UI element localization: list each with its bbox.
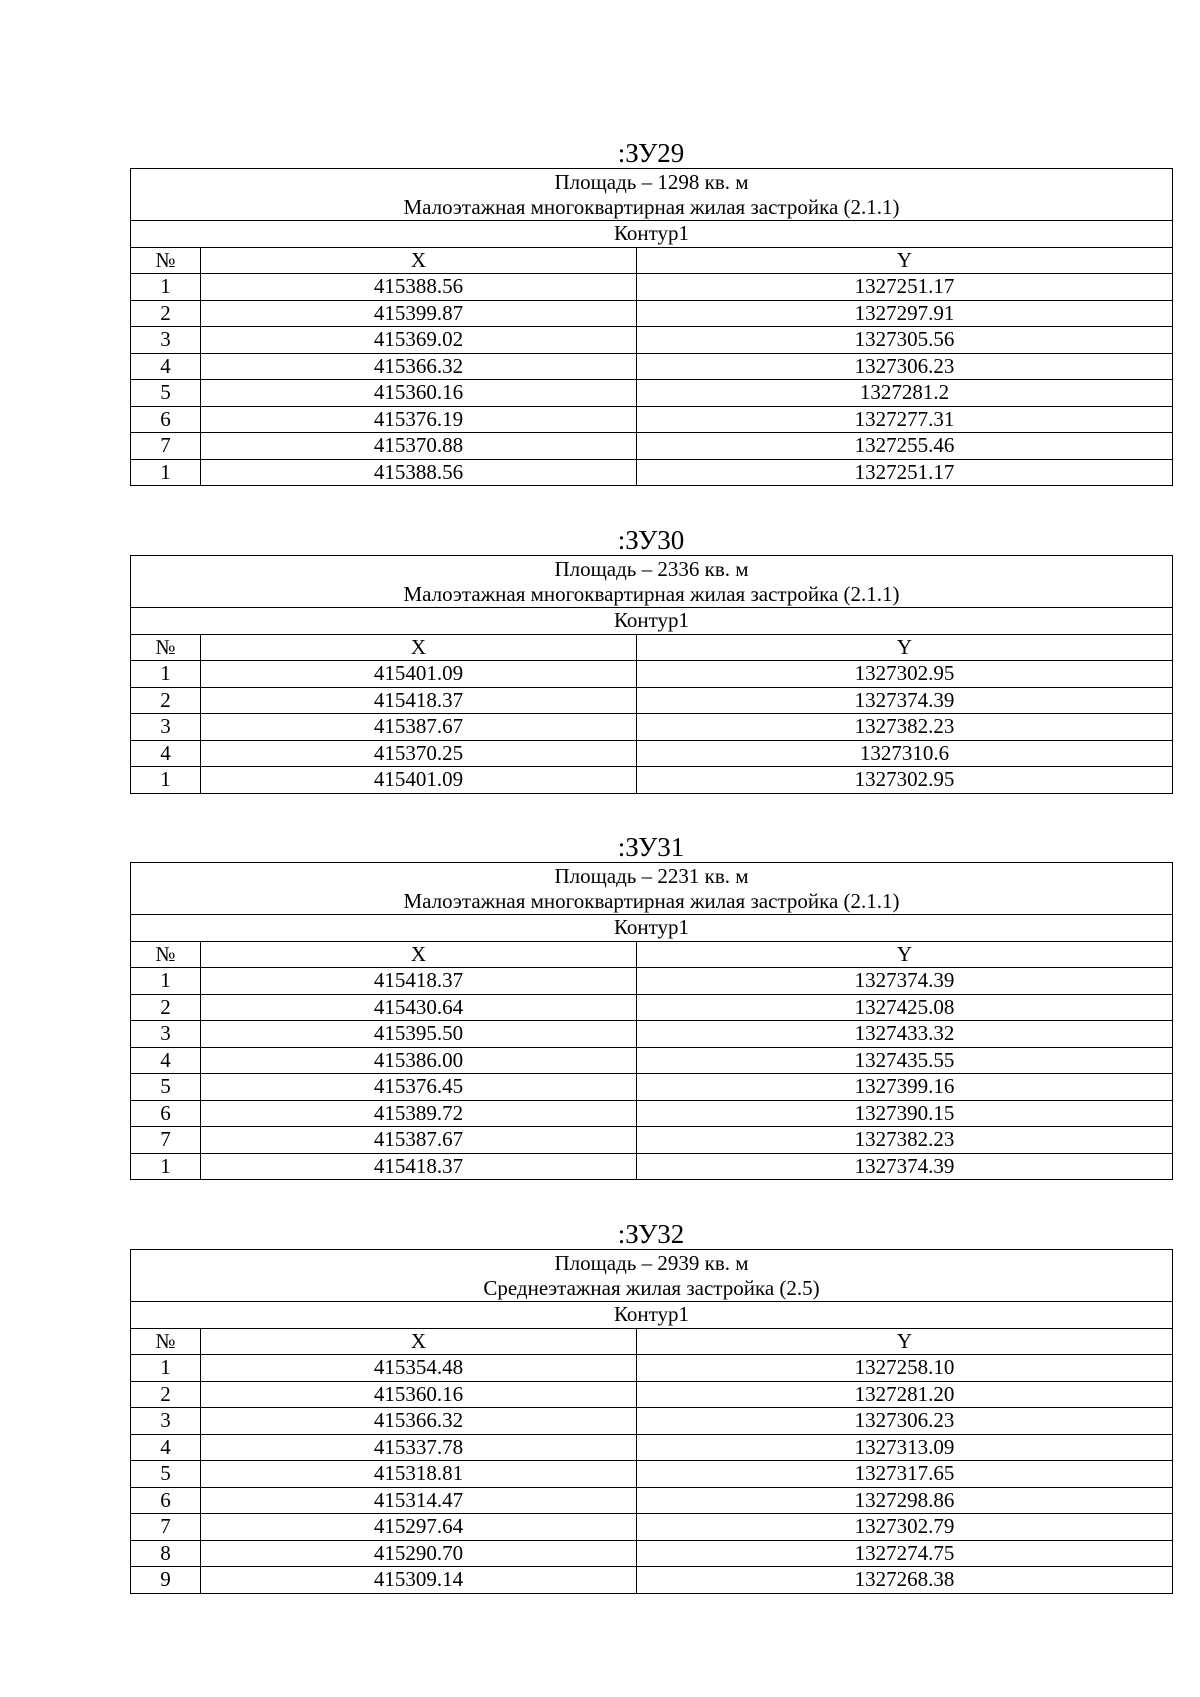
parcel-title: :ЗУ31 — [617, 832, 685, 862]
y-coordinate-cell: 1327433.32 — [637, 1021, 1173, 1048]
point-number-cell: 3 — [131, 327, 201, 354]
x-coordinate-cell: 415360.16 — [201, 380, 637, 407]
table-row — [131, 1540, 1173, 1567]
y-coordinate-cell: 1327306.23 — [637, 353, 1173, 380]
parcel-title: :ЗУ29 — [617, 138, 685, 168]
area-use-cell — [131, 169, 1173, 221]
point-number-cell: 1 — [131, 459, 201, 486]
y-coordinate-cell: 1327435.55 — [637, 1047, 1173, 1074]
x-coordinate-cell: 415387.67 — [201, 714, 637, 741]
column-header-y: Y — [637, 634, 1173, 661]
table-row — [131, 1461, 1173, 1488]
column-header-number: № — [131, 634, 201, 661]
table-row — [131, 433, 1173, 460]
x-coordinate-cell: 415366.32 — [201, 353, 637, 380]
parcel-title: :ЗУ32 — [617, 1219, 685, 1249]
y-coordinate-cell: 1327274.75 — [637, 1540, 1173, 1567]
point-number-cell: 1 — [131, 274, 201, 301]
table-row — [131, 1153, 1173, 1180]
table-header-row — [131, 169, 1173, 221]
point-number-cell: 1 — [131, 968, 201, 995]
x-coordinate-cell: 415389.72 — [201, 1100, 637, 1127]
x-coordinate-cell: 415418.37 — [201, 1153, 637, 1180]
contour-label: Контур1 — [131, 221, 1173, 248]
parcel-title: :ЗУ30 — [617, 525, 685, 555]
coordinates-table — [130, 862, 1173, 1180]
column-header-x: X — [201, 247, 637, 274]
point-number-cell: 7 — [131, 433, 201, 460]
table-row — [131, 661, 1173, 688]
x-coordinate-cell: 415430.64 — [201, 994, 637, 1021]
area-use-cell — [131, 1250, 1173, 1302]
point-number-cell: 1 — [131, 1153, 201, 1180]
x-coordinate-cell: 415369.02 — [201, 327, 637, 354]
contour-row — [131, 221, 1173, 248]
x-coordinate-cell: 415318.81 — [201, 1461, 637, 1488]
table-header-row — [131, 1250, 1173, 1302]
x-coordinate-cell: 415388.56 — [201, 459, 637, 486]
table-header-row — [131, 556, 1173, 608]
table-row — [131, 1355, 1173, 1382]
y-coordinate-cell: 1327374.39 — [637, 1153, 1173, 1180]
x-coordinate-cell: 415386.00 — [201, 1047, 637, 1074]
table-row — [131, 687, 1173, 714]
y-coordinate-cell: 1327313.09 — [637, 1434, 1173, 1461]
point-number-cell: 4 — [131, 740, 201, 767]
table-row — [131, 1021, 1173, 1048]
table-row — [131, 353, 1173, 380]
y-coordinate-cell: 1327302.95 — [637, 767, 1173, 794]
area-use-cell — [131, 863, 1173, 915]
land-use-text: Среднеэтажная жилая застройка (2.5) — [483, 1275, 820, 1300]
y-coordinate-cell: 1327390.15 — [637, 1100, 1173, 1127]
land-use-text: Малоэтажная многоквартирная жилая застройка (2.1.1) — [403, 581, 900, 606]
x-coordinate-cell: 415290.70 — [201, 1540, 637, 1567]
point-number-cell: 5 — [131, 1074, 201, 1101]
point-number-cell: 3 — [131, 1408, 201, 1435]
y-coordinate-cell: 1327382.23 — [637, 714, 1173, 741]
column-header-number: № — [131, 941, 201, 968]
column-header-x: X — [201, 634, 637, 661]
coordinates-table — [130, 1249, 1173, 1594]
contour-row — [131, 608, 1173, 635]
point-number-cell: 1 — [131, 661, 201, 688]
x-coordinate-cell: 415370.88 — [201, 433, 637, 460]
contour-row — [131, 1302, 1173, 1329]
x-coordinate-cell: 415354.48 — [201, 1355, 637, 1382]
table-row — [131, 1074, 1173, 1101]
land-use-text: Малоэтажная многоквартирная жилая застройка (2.1.1) — [403, 194, 900, 219]
point-number-cell: 6 — [131, 406, 201, 433]
contour-label: Контур1 — [131, 1302, 1173, 1329]
x-coordinate-cell: 415388.56 — [201, 274, 637, 301]
table-row — [131, 740, 1173, 767]
point-number-cell: 4 — [131, 353, 201, 380]
point-number-cell: 2 — [131, 300, 201, 327]
y-coordinate-cell: 1327258.10 — [637, 1355, 1173, 1382]
point-number-cell: 1 — [131, 767, 201, 794]
y-coordinate-cell: 1327425.08 — [637, 994, 1173, 1021]
column-header-row — [131, 634, 1173, 661]
point-number-cell: 4 — [131, 1434, 201, 1461]
table-row — [131, 274, 1173, 301]
coordinates-table — [130, 555, 1173, 794]
x-coordinate-cell: 415401.09 — [201, 661, 637, 688]
contour-label: Контур1 — [131, 608, 1173, 635]
point-number-cell: 7 — [131, 1514, 201, 1541]
contour-row — [131, 915, 1173, 942]
column-header-y: Y — [637, 941, 1173, 968]
y-coordinate-cell: 1327251.17 — [637, 274, 1173, 301]
x-coordinate-cell: 415387.67 — [201, 1127, 637, 1154]
table-header-row — [131, 863, 1173, 915]
table-row — [131, 714, 1173, 741]
point-number-cell: 5 — [131, 380, 201, 407]
area-use-cell — [131, 556, 1173, 608]
table-row — [131, 1514, 1173, 1541]
column-header-row — [131, 247, 1173, 274]
coordinates-table — [130, 168, 1173, 486]
point-number-cell: 6 — [131, 1487, 201, 1514]
contour-label: Контур1 — [131, 915, 1173, 942]
point-number-cell: 8 — [131, 1540, 201, 1567]
point-number-cell: 2 — [131, 1381, 201, 1408]
x-coordinate-cell: 415366.32 — [201, 1408, 637, 1435]
point-number-cell: 1 — [131, 1355, 201, 1382]
table-row — [131, 767, 1173, 794]
x-coordinate-cell: 415399.87 — [201, 300, 637, 327]
column-header-number: № — [131, 247, 201, 274]
y-coordinate-cell: 1327305.56 — [637, 327, 1173, 354]
table-row — [131, 1567, 1173, 1594]
y-coordinate-cell: 1327306.23 — [637, 1408, 1173, 1435]
y-coordinate-cell: 1327255.46 — [637, 433, 1173, 460]
y-coordinate-cell: 1327297.91 — [637, 300, 1173, 327]
parcel-section — [130, 525, 1172, 794]
x-coordinate-cell: 415297.64 — [201, 1514, 637, 1541]
area-text: Площадь – 2231 кв. м — [554, 863, 749, 888]
point-number-cell: 9 — [131, 1567, 201, 1594]
x-coordinate-cell: 415337.78 — [201, 1434, 637, 1461]
y-coordinate-cell: 1327374.39 — [637, 687, 1173, 714]
table-row — [131, 1047, 1173, 1074]
column-header-row — [131, 941, 1173, 968]
x-coordinate-cell: 415376.19 — [201, 406, 637, 433]
x-coordinate-cell: 415418.37 — [201, 968, 637, 995]
y-coordinate-cell: 1327310.6 — [637, 740, 1173, 767]
y-coordinate-cell: 1327317.65 — [637, 1461, 1173, 1488]
y-coordinate-cell: 1327251.17 — [637, 459, 1173, 486]
x-coordinate-cell: 415376.45 — [201, 1074, 637, 1101]
table-row — [131, 1434, 1173, 1461]
column-header-x: X — [201, 1328, 637, 1355]
table-row — [131, 1100, 1173, 1127]
x-coordinate-cell: 415370.25 — [201, 740, 637, 767]
table-row — [131, 1487, 1173, 1514]
column-header-y: Y — [637, 247, 1173, 274]
point-number-cell: 3 — [131, 714, 201, 741]
table-row — [131, 300, 1173, 327]
table-row — [131, 1408, 1173, 1435]
point-number-cell: 3 — [131, 1021, 201, 1048]
table-row — [131, 327, 1173, 354]
point-number-cell: 5 — [131, 1461, 201, 1488]
x-coordinate-cell: 415401.09 — [201, 767, 637, 794]
point-number-cell: 2 — [131, 687, 201, 714]
area-text: Площадь – 2336 кв. м — [554, 556, 749, 581]
y-coordinate-cell: 1327277.31 — [637, 406, 1173, 433]
area-text: Площадь – 2939 кв. м — [554, 1250, 749, 1275]
land-use-text: Малоэтажная многоквартирная жилая застройка (2.1.1) — [403, 888, 900, 913]
table-row — [131, 1381, 1173, 1408]
table-row — [131, 406, 1173, 433]
table-row — [131, 459, 1173, 486]
point-number-cell: 2 — [131, 994, 201, 1021]
x-coordinate-cell: 415314.47 — [201, 1487, 637, 1514]
column-header-number: № — [131, 1328, 201, 1355]
point-number-cell: 7 — [131, 1127, 201, 1154]
y-coordinate-cell: 1327298.86 — [637, 1487, 1173, 1514]
y-coordinate-cell: 1327302.79 — [637, 1514, 1173, 1541]
table-row — [131, 994, 1173, 1021]
point-number-cell: 6 — [131, 1100, 201, 1127]
x-coordinate-cell: 415395.50 — [201, 1021, 637, 1048]
parcel-section — [130, 1219, 1172, 1594]
x-coordinate-cell: 415309.14 — [201, 1567, 637, 1594]
parcel-section — [130, 138, 1172, 486]
area-text: Площадь – 1298 кв. м — [554, 169, 749, 194]
y-coordinate-cell: 1327302.95 — [637, 661, 1173, 688]
y-coordinate-cell: 1327382.23 — [637, 1127, 1173, 1154]
x-coordinate-cell: 415418.37 — [201, 687, 637, 714]
parcel-section — [130, 832, 1172, 1180]
column-header-row — [131, 1328, 1173, 1355]
table-row — [131, 1127, 1173, 1154]
y-coordinate-cell: 1327281.20 — [637, 1381, 1173, 1408]
table-row — [131, 380, 1173, 407]
column-header-x: X — [201, 941, 637, 968]
y-coordinate-cell: 1327399.16 — [637, 1074, 1173, 1101]
table-row — [131, 968, 1173, 995]
column-header-y: Y — [637, 1328, 1173, 1355]
y-coordinate-cell: 1327281.2 — [637, 380, 1173, 407]
y-coordinate-cell: 1327374.39 — [637, 968, 1173, 995]
y-coordinate-cell: 1327268.38 — [637, 1567, 1173, 1594]
x-coordinate-cell: 415360.16 — [201, 1381, 637, 1408]
point-number-cell: 4 — [131, 1047, 201, 1074]
